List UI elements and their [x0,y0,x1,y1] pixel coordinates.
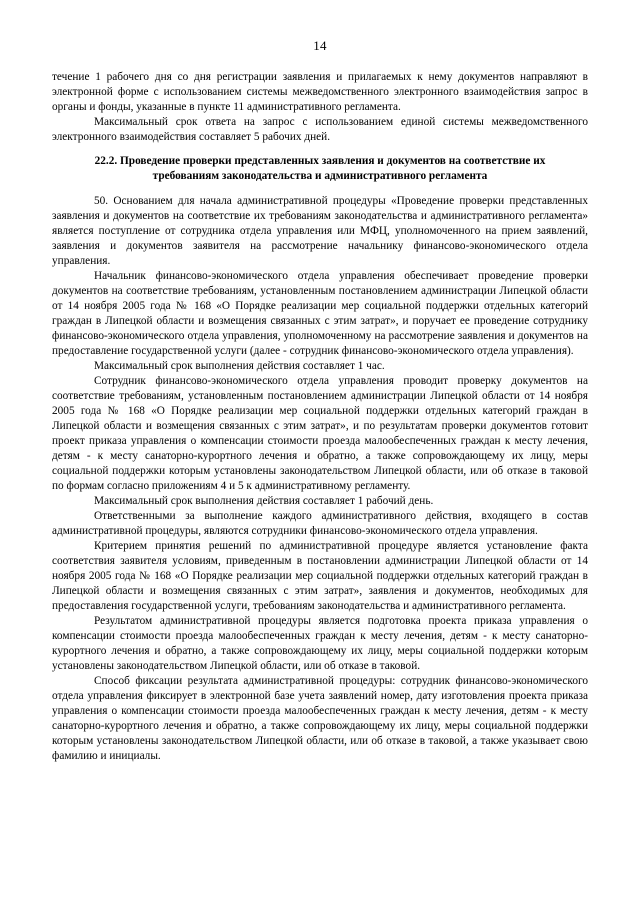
section-heading: 22.2. Проведение проверки представленных заявления и документов на соответствие их требованиям законодательства и административного регламента [94,155,546,183]
paragraph: Сотрудник финансово-экономического отдела управления проводит проверку документов на соответствие требованиям, установленным постановлением администрации Липецкой области от 14 ноября 2005 года № 168 «О Порядке реализации мер социальной поддержки отдельных категорий граждан в Липецкой области и возмещения связанных с этим затрат», и по результатам проверки документов готовит проект приказа управления о компенсации стоимости проезда малообеспеченных граждан к месту лечения, детям - к месту санаторно-курортного лечения и обратно, а также сопровождающему их лицу, меры социальной поддержки которым установлены законодательством Липецкой области, или об отказе в таковой по формам согласно приложениям 4 и 5 к административному регламенту. [52,374,588,492]
paragraph: Максимальный срок выполнения действия составляет 1 рабочий день. [94,494,434,507]
paragraph: Способ фиксации результата административной процедуры: сотрудник финансово-экономического отдела управления фиксирует в электронной базе учета заявлений номер, дату изготовления проекта приказа управления о компенсации стоимости проезда малообеспеченных граждан к месту лечения, детям - к месту санаторно-курортного лечения и обратно, а также сопровождающему их лицу, меры социальной поддержки которым установлены законодательством Липецкой области, или об отказе в таковой, а также указывает свою фамилию и инициалы. [52,675,588,763]
paragraph: Результатом административной процедуры является подготовка проекта приказа управления о компенсации стоимости проезда малообеспеченных граждан к месту лечения, детям - к месту санаторно-курортного лечения и обратно, а также сопровождающему их лицу, меры социальной поддержки которым установлены законодательством Липецкой области, или об отказе в таковой. [52,615,588,673]
paragraph: Критерием принятия решений по административной процедуре является установление факта соответствия заявителя условиям, приведенным в постановлении администрации Липецкой области от 14 ноября 2005 года № 168 «О Порядке реализации мер социальной поддержки отдельных категорий граждан в Липецкой области и возмещения связанных с этим затрат», заявления и документов, необходимых для предоставления государственной услуги, требованиям законодательства и административного регламента. [52,539,588,612]
page-number: 14 [313,38,327,53]
paragraph: Ответственными за выполнение каждого административного действия, входящего в состав административной процедуры, являются сотрудники финансово-экономического отдела управления. [52,509,588,537]
paragraph: 50. Основанием для начала административной процедуры «Проведение проверки представленных заявления и документов на соответствие их требованиям законодательства и административного регламента» является поступление от сотрудника отдела управления или МФЦ, уполномоченного на прием заявлений, заявления и документов заявителя на рассмотрение начальнику финансово-экономического отдела управления. [52,194,588,267]
paragraph: течение 1 рабочего дня со дня регистрации заявления и прилагаемых к нему документов направляют в электронной форме с использованием системы межведомственного электронного взаимодействия запрос в органы и фонды, указанные в пункте 11 административного регламента. [52,71,588,114]
paragraph: Максимальный срок выполнения действия составляет 1 час. [94,359,385,372]
paragraph: Максимальный срок ответа на запрос с использованием единой системы межведомственного электронного взаимодействия составляет 5 рабочих дней. [52,116,588,144]
document-body [52,70,588,764]
paragraph: Начальник финансово-экономического отдела управления обеспечивает проведение проверки документов на соответствие требованиям, установленным постановлением администрации Липецкой области от 14 ноября 2005 года № 168 «О Порядке реализации мер социальной поддержки отдельных категорий граждан в Липецкой области и возмещения связанных с этим затрат», и поручает ее проведение сотруднику финансово-экономического отдела управления, уполномоченному на рассмотрение заявления и документов на предоставление государственной услуги (далее - сотрудник финансово-экономического отдела управления). [52,269,588,357]
